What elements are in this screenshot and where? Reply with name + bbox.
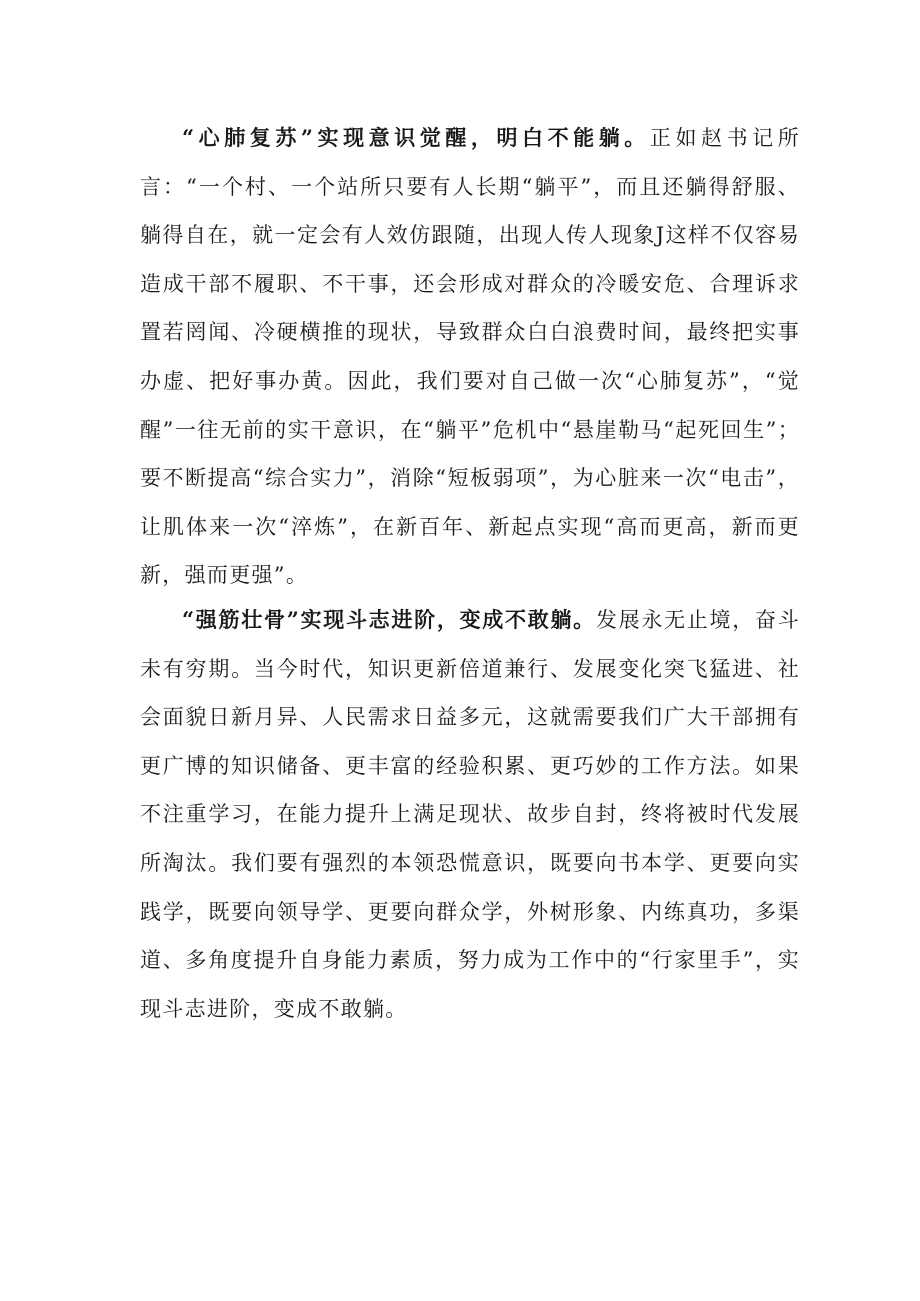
paragraph-2 <box>140 596 800 1033</box>
paragraph-1 <box>140 114 800 600</box>
paragraph-2-lead: “强筋壮骨”实现斗志进阶，变成不敢躺。 <box>182 607 596 632</box>
paragraph-1-body: 正如赵书记所言：“一个村、一个站所只要有人长期“躺平”，而且还躺得舒服、躺得自在，就一定会有人效仿跟随，出现人传人现象J这样不仅容易造成干部不履职、不干事，还会形成对群众的冷暖安危、合理诉求置若罔闻、冷硬横推的现状，导致群众白白浪费时间，最终把实事办虚、把好事办黄。因此，我们要对自己做一次“心肺复苏”，“觉醒”一往无前的实干意识，在“躺平”危机中“悬崖勒马“起死回生”；要不断提高“综合实力”，消除“短板弱项”，为心脏来一次“电击”，让肌体来一次“淬炼”，在新百年、新起点实现“高而更高，新而更新，强而更强”。 <box>140 126 800 588</box>
paragraph-2-body: 发展永无止境，奋斗未有穷期。当今时代，知识更新倍道兼行、发展变化突飞猛进、社会面貌日新月异、人民需求日益多元，这就需要我们广大干部拥有更广博的知识储备、更丰富的经验积累、更巧妙的工作方法。如果不注重学习，在能力提升上满足现状、故步自封，终将被时代发展所淘汰。我们要有强烈的本领恐慌意识，既要向书本学、更要向实践学，既要向领导学、更要向群众学，外树形象、内练真功，多渠道、多角度提升自身能力素质，努力成为工作中的“行家里手”，实现斗志进阶，变成不敢躺。 <box>140 608 800 1021</box>
paragraph-1-lead: “心肺复苏”实现意识觉醒，明白不能躺。 <box>182 125 650 150</box>
